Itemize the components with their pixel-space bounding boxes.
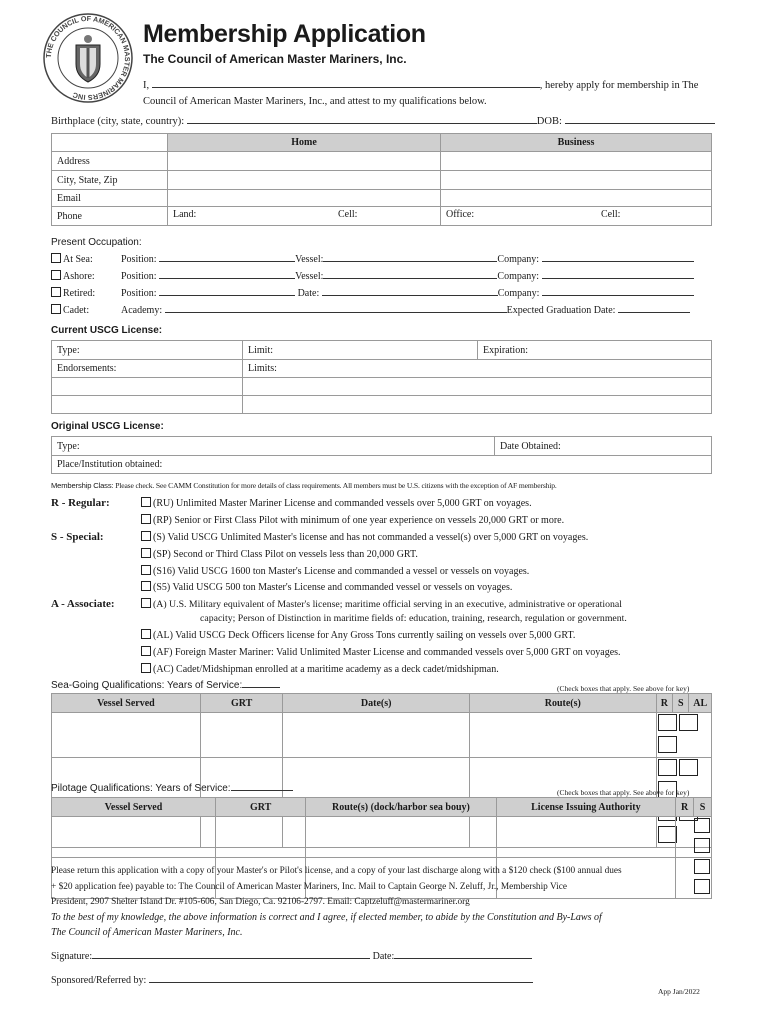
col-r: R: [676, 798, 694, 817]
cadet-academy-field[interactable]: [165, 312, 507, 313]
option-ru: (RU) Unlimited Master Mariner License and commanded vessels over 5,000 GRT on voyages.: [141, 497, 532, 509]
class-special-label: S - Special:: [51, 531, 104, 543]
ac-checkbox[interactable]: [141, 663, 151, 673]
option-rp: (RP) Senior or First Class Pilot with minimum of one year experience on vessels 20,000 GRT or more.: [141, 514, 564, 526]
home-phone-field[interactable]: Land: Cell:: [168, 207, 441, 226]
col-grt: GRT: [200, 694, 283, 713]
ashore-position-field[interactable]: [159, 278, 295, 279]
retired-company-field[interactable]: [542, 295, 694, 296]
table-row: [52, 713, 712, 758]
option-al: (AL) Valid USCG Deck Officers license for Any Gross Tons currently sailing on vessels over 5,000 GRT.: [141, 629, 575, 641]
place-obtained-field[interactable]: Place/Institution obtained:: [52, 456, 712, 474]
endorsements-field[interactable]: Endorsements:: [52, 360, 243, 378]
svg-text:THE COUNCIL OF AMERICAN MASTER: THE COUNCIL OF AMERICAN MASTER MARINERS INC: [43, 13, 133, 103]
col-routes: Route(s): [469, 694, 656, 713]
birthplace-row: Birthplace (city, state, country): DOB:: [51, 116, 715, 127]
occupation-row-cadet: Cadet: Academy: Expected Graduation Date:: [51, 304, 690, 316]
email-label: Email: [52, 190, 168, 207]
col-al: AL: [689, 694, 712, 713]
pilotage-note: (Check boxes that apply. See above for key): [557, 788, 690, 797]
sea-vessel-field[interactable]: [323, 261, 497, 262]
sea-going-note: (Check boxes that apply. See above for key): [557, 684, 690, 693]
limits-row-2[interactable]: [243, 378, 712, 396]
a-checkbox[interactable]: [141, 598, 151, 608]
home-city-field[interactable]: [168, 171, 441, 190]
option-af: (AF) Foreign Master Mariner: Valid Unlimited Master License and commanded vessels over 5,000 GRT on voyages.: [141, 646, 621, 658]
council-seal-logo: [42, 12, 134, 104]
option-a-continued: capacity; Person of Distinction in maritime fields of: education, training, research, regulation or government.: [200, 613, 627, 624]
option-ac: (AC) Cadet/Midshipman enrolled at a maritime academy as a deck cadet/midshipman.: [141, 663, 499, 675]
intro-line: I, , hereby apply for membership in The: [143, 80, 699, 91]
original-license-heading: Original USCG License:: [51, 421, 164, 432]
occupation-row-retired: Retired: Position: Date: Company:: [51, 287, 694, 299]
return-instructions: Please return this application with a copy of your Master's or Pilot's license, and a copy of your last discharge along with a $120 check ($100 annual dues + $20 application fee) payable to: The Council of American Master Mariners, Inc. Mail to Captain George N. Zeluff, Jr., Membership Vice President, 2907 Shelter Island Dr. #105-606, San Diego, Ca. 92106-2797. Email: Captzeluff@mastermariner.org: [51, 866, 622, 907]
retired-checkbox[interactable]: [51, 287, 61, 297]
class-associate-label: A - Associate:: [51, 598, 115, 610]
al-checkbox[interactable]: [141, 629, 151, 639]
original-type-field[interactable]: Type:: [52, 437, 495, 456]
col-r: R: [656, 694, 672, 713]
pilot-years-field[interactable]: [231, 790, 293, 791]
option-s16: (S16) Valid USCG 1600 ton Master's License and commanded a vessel or vessels on voyages.: [141, 565, 529, 577]
al-checkbox[interactable]: [658, 736, 677, 753]
s-checkbox[interactable]: [679, 759, 698, 776]
signature-field[interactable]: [92, 958, 370, 959]
ashore-company-field[interactable]: [542, 278, 694, 279]
endorsement-row-2[interactable]: [52, 378, 243, 396]
page-subtitle: The Council of American Master Mariners, Inc.: [143, 52, 407, 66]
limits-field[interactable]: Limits:: [243, 360, 712, 378]
ashore-checkbox[interactable]: [51, 270, 61, 280]
sp-checkbox[interactable]: [141, 548, 151, 558]
business-header: Business: [441, 134, 712, 152]
r-checkbox[interactable]: [658, 714, 677, 731]
membership-class-note: Membership Class: Please check. See CAMM Constitution for more details of class requirements. All members must be U.S. citizens with the exception of AF membership.: [51, 481, 557, 490]
option-s5: (S5) Valid USCG 500 ton Master's License and commanded vessel or vessels on voyages.: [141, 581, 512, 593]
rp-checkbox[interactable]: [141, 514, 151, 524]
af-checkbox[interactable]: [141, 646, 151, 656]
cadet-graduation-field[interactable]: [618, 312, 690, 313]
ru-checkbox[interactable]: [141, 497, 151, 507]
date-obtained-field[interactable]: Date Obtained:: [495, 437, 712, 456]
current-license-table: [51, 340, 712, 414]
page-title: Membership Application: [143, 20, 426, 48]
version-label: App Jan/2022: [658, 987, 700, 996]
retired-position-field[interactable]: [159, 295, 295, 296]
original-license-table: [51, 436, 712, 474]
business-phone-field[interactable]: Office: Cell:: [441, 207, 712, 226]
col-s: S: [694, 798, 712, 817]
col-dates: Date(s): [283, 694, 469, 713]
s5-checkbox[interactable]: [141, 581, 151, 591]
business-email-field[interactable]: [441, 190, 712, 207]
license-expiration-field[interactable]: Expiration:: [478, 341, 712, 360]
sea-company-field[interactable]: [542, 261, 694, 262]
s-checkbox[interactable]: [694, 838, 710, 853]
col-s: S: [673, 694, 689, 713]
business-address-field[interactable]: [441, 152, 712, 171]
r-checkbox[interactable]: [694, 818, 710, 833]
pilotage-heading: Pilotage Qualifications: Years of Service:: [51, 783, 293, 794]
s16-checkbox[interactable]: [141, 565, 151, 575]
option-sp: (SP) Second or Third Class Pilot on vessels less than 20,000 GRT.: [141, 548, 418, 560]
s-checkbox[interactable]: [679, 714, 698, 731]
col-license-authority: License Issuing Authority: [496, 798, 676, 817]
intro-line-2: Council of American Master Mariners, Inc., and attest to my qualifications below.: [143, 96, 487, 107]
signature-row: Signature: Date:: [51, 951, 532, 962]
at-sea-checkbox[interactable]: [51, 253, 61, 263]
class-regular-label: R - Regular:: [51, 497, 110, 509]
limits-row-3[interactable]: [243, 396, 712, 414]
date-field[interactable]: [394, 958, 532, 959]
table-row: [52, 817, 712, 858]
endorsement-row-3[interactable]: [52, 396, 243, 414]
license-type-field[interactable]: Type:: [52, 341, 243, 360]
occupation-row-ashore: Ashore: Position: Vessel: Company:: [51, 270, 694, 282]
address-label: Address: [52, 152, 168, 171]
r-checkbox[interactable]: [658, 759, 677, 776]
birthplace-field[interactable]: [187, 123, 537, 124]
retired-date-field[interactable]: [322, 295, 498, 296]
home-email-field[interactable]: [168, 190, 441, 207]
occupation-row-sea: At Sea: Position: Vessel: Company:: [51, 253, 694, 265]
city-label: City, State, Zip: [52, 171, 168, 190]
col-vessel-served: Vessel Served: [52, 694, 201, 713]
sponsor-field[interactable]: [149, 982, 533, 983]
current-license-heading: Current USCG License:: [51, 325, 163, 336]
sea-going-heading: Sea-Going Qualifications: Years of Service:: [51, 680, 280, 691]
s-checkbox[interactable]: [141, 531, 151, 541]
col-vessel-served: Vessel Served: [52, 798, 216, 817]
home-address-field[interactable]: [168, 152, 441, 171]
sea-position-field[interactable]: [159, 261, 295, 262]
sponsor-row: Sponsored/Referred by:: [51, 975, 533, 986]
option-a: (A) U.S. Military equivalent of Master's license; maritime official serving in an executive, administrative or operational: [141, 598, 622, 610]
sea-years-field[interactable]: [242, 687, 280, 688]
ashore-vessel-field[interactable]: [323, 278, 497, 279]
attestation: To the best of my knowledge, the above information is correct and I agree, if elected member, to abide by the Constitution and By-Laws of The Council of American Master Mariners, Inc.: [51, 912, 602, 938]
business-city-field[interactable]: [441, 171, 712, 190]
dob-field[interactable]: [565, 123, 715, 124]
contact-table: [51, 133, 712, 226]
col-grt: GRT: [215, 798, 305, 817]
cadet-checkbox[interactable]: [51, 304, 61, 314]
license-limit-field[interactable]: Limit:: [243, 341, 478, 360]
occupation-heading: Present Occupation:: [51, 237, 142, 248]
col-routes: Route(s) (dock/harbor sea bouy): [306, 798, 496, 817]
phone-label: Phone: [52, 207, 168, 226]
applicant-name-field[interactable]: [152, 87, 540, 88]
home-header: Home: [168, 134, 441, 152]
option-s: (S) Valid USCG Unlimited Master's license and has not commanded a vessel(s) over 5,000 GRT on voyages.: [141, 531, 588, 543]
